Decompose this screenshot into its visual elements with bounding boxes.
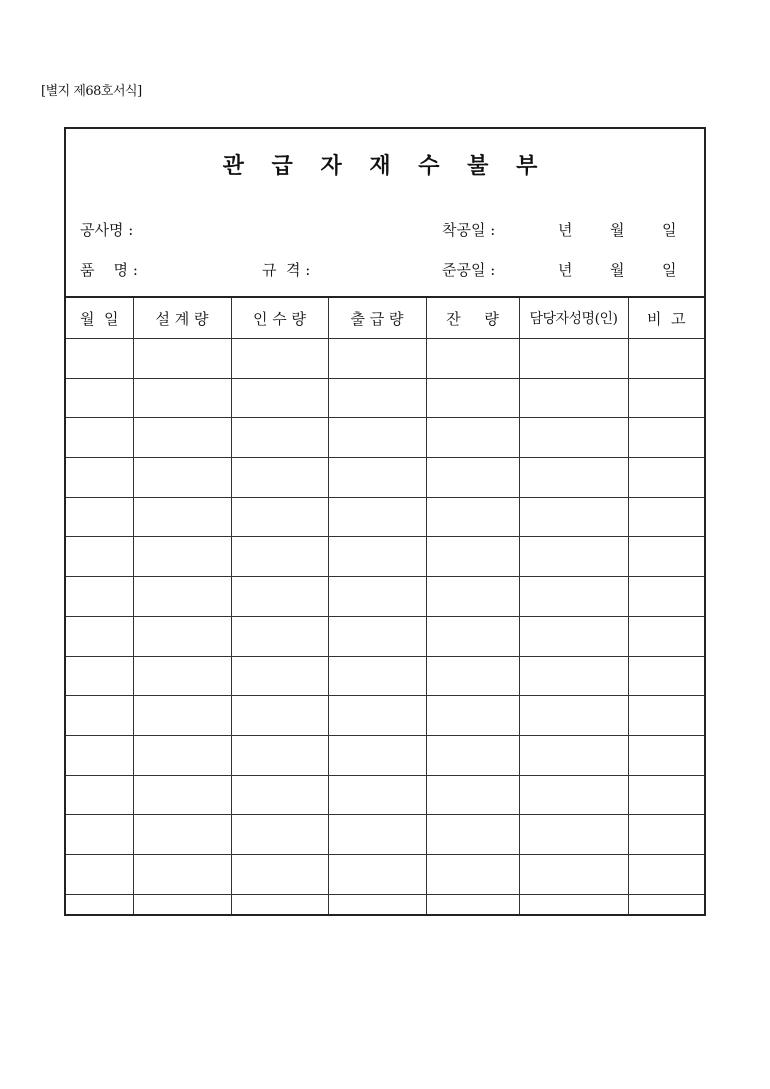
table-cell[interactable]	[231, 735, 328, 775]
table-cell[interactable]	[231, 378, 328, 418]
table-cell[interactable]	[66, 656, 133, 696]
table-cell[interactable]	[426, 775, 519, 815]
table-cell[interactable]	[519, 378, 628, 418]
table-cell[interactable]	[519, 854, 628, 894]
table-cell[interactable]	[519, 339, 628, 379]
table-cell[interactable]	[519, 815, 628, 855]
table-cell[interactable]	[133, 418, 231, 458]
table-row	[66, 854, 704, 894]
table-cell[interactable]	[66, 418, 133, 458]
table-cell[interactable]	[133, 894, 231, 914]
col-header-date: 월 일	[66, 297, 133, 339]
table-row	[66, 775, 704, 815]
table-cell[interactable]	[426, 339, 519, 379]
table-row	[66, 378, 704, 418]
table-cell[interactable]	[231, 458, 328, 498]
table-cell[interactable]	[628, 537, 704, 577]
table-cell[interactable]	[426, 696, 519, 736]
table-cell[interactable]	[328, 537, 426, 577]
completion-year-unit: 년	[558, 261, 573, 279]
table-row	[66, 696, 704, 736]
table-cell[interactable]	[133, 656, 231, 696]
table-cell[interactable]	[66, 894, 133, 914]
table-cell[interactable]	[133, 339, 231, 379]
table-cell[interactable]	[426, 616, 519, 656]
table-cell[interactable]	[328, 616, 426, 656]
table-cell[interactable]	[628, 815, 704, 855]
table-cell[interactable]	[66, 616, 133, 656]
start-day-unit: 일	[662, 221, 677, 239]
table-cell[interactable]	[328, 854, 426, 894]
table-cell[interactable]	[133, 696, 231, 736]
table-cell[interactable]	[66, 497, 133, 537]
table-cell[interactable]	[133, 854, 231, 894]
table-cell[interactable]	[628, 577, 704, 617]
start-year-unit: 년	[558, 221, 573, 239]
form-label: [별지 제68호서식]	[41, 84, 142, 99]
table-cell[interactable]	[66, 537, 133, 577]
table-cell[interactable]	[328, 378, 426, 418]
table-cell[interactable]	[628, 894, 704, 914]
table-row	[66, 577, 704, 617]
table-cell[interactable]	[133, 378, 231, 418]
table-cell[interactable]	[133, 577, 231, 617]
table-cell[interactable]	[426, 497, 519, 537]
col-header-balance-qty: 잔 량	[426, 297, 519, 339]
ledger-form	[64, 127, 706, 916]
table-row	[66, 656, 704, 696]
table-cell[interactable]	[66, 339, 133, 379]
table-cell[interactable]	[133, 616, 231, 656]
table-cell[interactable]	[519, 775, 628, 815]
table-cell[interactable]	[628, 775, 704, 815]
table-row	[66, 418, 704, 458]
completion-month-unit: 월	[610, 261, 625, 279]
table-cell[interactable]	[426, 815, 519, 855]
start-date-label: 착공일 :	[442, 221, 496, 239]
table-cell[interactable]	[519, 696, 628, 736]
table-cell[interactable]	[66, 815, 133, 855]
spec-label: 규 격 :	[262, 261, 311, 279]
table-row	[66, 497, 704, 537]
table-cell[interactable]	[628, 696, 704, 736]
table-cell[interactable]	[231, 696, 328, 736]
table-cell[interactable]	[66, 696, 133, 736]
table-cell[interactable]	[133, 735, 231, 775]
table-cell[interactable]	[328, 735, 426, 775]
table-cell[interactable]	[426, 418, 519, 458]
table-cell[interactable]	[328, 656, 426, 696]
project-name-label: 공사명 :	[80, 221, 134, 239]
form-title: 관 급 자 재 수 불 부	[222, 153, 548, 179]
table-row	[66, 616, 704, 656]
table-cell[interactable]	[231, 854, 328, 894]
table-cell[interactable]	[328, 815, 426, 855]
table-cell[interactable]	[628, 458, 704, 498]
table-cell[interactable]	[66, 854, 133, 894]
table-cell[interactable]	[426, 537, 519, 577]
table-cell[interactable]	[231, 497, 328, 537]
table-cell[interactable]	[133, 497, 231, 537]
table-header-row	[66, 297, 704, 339]
table-cell[interactable]	[231, 775, 328, 815]
table-cell[interactable]	[426, 378, 519, 418]
table-cell[interactable]	[519, 577, 628, 617]
table-cell[interactable]	[328, 418, 426, 458]
table-cell[interactable]	[519, 735, 628, 775]
table-cell[interactable]	[426, 458, 519, 498]
col-header-received-qty: 인 수 량	[231, 297, 328, 339]
table-cell[interactable]	[628, 854, 704, 894]
table-cell[interactable]	[328, 458, 426, 498]
table-cell[interactable]	[133, 775, 231, 815]
table-cell[interactable]	[628, 339, 704, 379]
item-name-label: 품 명 :	[80, 261, 138, 279]
table-cell[interactable]	[519, 894, 628, 914]
table-cell[interactable]	[328, 775, 426, 815]
completion-date-label: 준공일 :	[442, 261, 496, 279]
table-cell[interactable]	[628, 656, 704, 696]
table-cell[interactable]	[628, 378, 704, 418]
table-row	[66, 339, 704, 379]
col-header-manager-name: 담당자성명(인)	[519, 297, 628, 339]
table-cell[interactable]	[133, 537, 231, 577]
receipt-disbursement-table	[66, 296, 704, 914]
table-cell[interactable]	[628, 616, 704, 656]
table-cell[interactable]	[231, 339, 328, 379]
table-cell[interactable]	[66, 458, 133, 498]
table-cell[interactable]	[133, 815, 231, 855]
table-row	[66, 735, 704, 775]
table-cell[interactable]	[231, 418, 328, 458]
start-month-unit: 월	[610, 221, 625, 239]
table-cell[interactable]	[231, 537, 328, 577]
table-row	[66, 894, 704, 914]
table-cell[interactable]	[628, 418, 704, 458]
table-cell[interactable]	[231, 894, 328, 914]
table-cell[interactable]	[328, 577, 426, 617]
table-cell[interactable]	[328, 696, 426, 736]
table-cell[interactable]	[231, 616, 328, 656]
table-cell[interactable]	[231, 656, 328, 696]
table-row	[66, 458, 704, 498]
table-cell[interactable]	[66, 775, 133, 815]
table-cell[interactable]	[231, 577, 328, 617]
table-cell[interactable]	[519, 458, 628, 498]
table-cell[interactable]	[328, 894, 426, 914]
table-row	[66, 815, 704, 855]
table-cell[interactable]	[519, 497, 628, 537]
col-header-remarks: 비 고	[628, 297, 704, 339]
table-cell[interactable]	[66, 378, 133, 418]
table-cell[interactable]	[426, 894, 519, 914]
table-cell[interactable]	[426, 854, 519, 894]
table-cell[interactable]	[519, 418, 628, 458]
completion-day-unit: 일	[662, 261, 677, 279]
table-cell[interactable]	[328, 339, 426, 379]
table-cell[interactable]	[426, 656, 519, 696]
table-cell[interactable]	[66, 577, 133, 617]
table-cell[interactable]	[628, 735, 704, 775]
table-cell[interactable]	[519, 656, 628, 696]
col-header-issued-qty: 출 급 량	[328, 297, 426, 339]
table-cell[interactable]	[66, 735, 133, 775]
col-header-design-qty: 설 계 량	[133, 297, 231, 339]
table-cell[interactable]	[519, 537, 628, 577]
table-cell[interactable]	[426, 577, 519, 617]
table-cell[interactable]	[231, 815, 328, 855]
table-cell[interactable]	[133, 458, 231, 498]
table-cell[interactable]	[628, 497, 704, 537]
table-cell[interactable]	[426, 735, 519, 775]
table-cell[interactable]	[519, 616, 628, 656]
table-row	[66, 537, 704, 577]
table-cell[interactable]	[328, 497, 426, 537]
